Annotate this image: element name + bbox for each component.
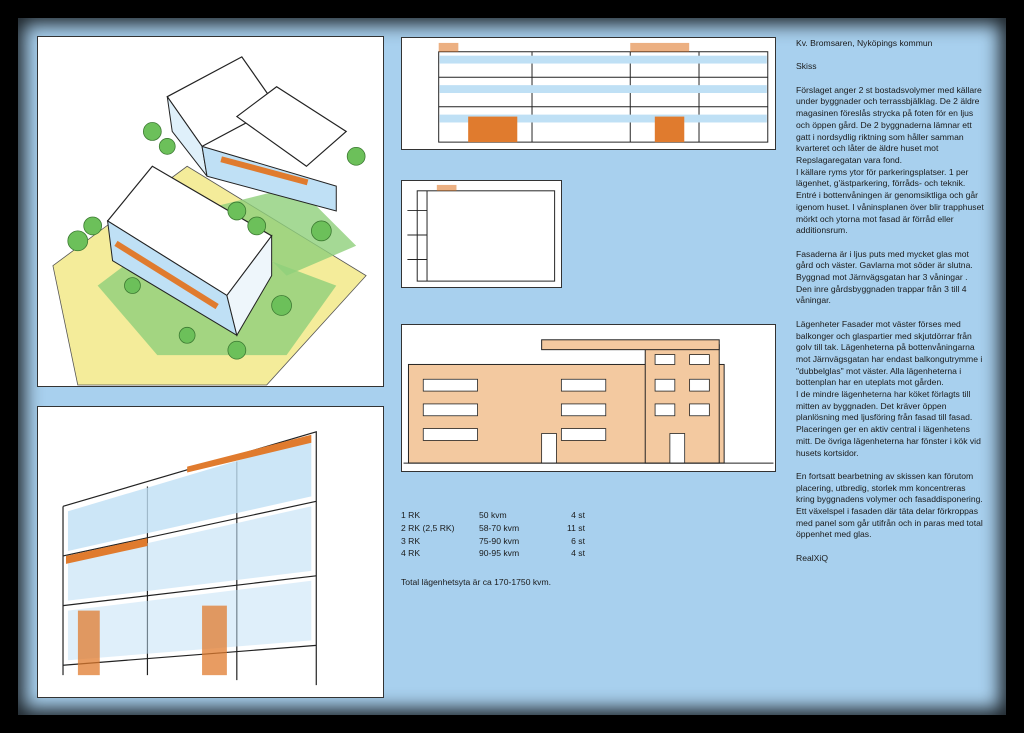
apt-count: 4 st — [571, 510, 585, 520]
apt-type: 2 RK (2,5 RK) — [401, 522, 455, 533]
total-area-text: Total lägenhetsyta är ca 170-1750 kvm. — [401, 577, 551, 587]
elevation-sketch-1 — [401, 37, 776, 150]
apt-size: 50 kvm — [479, 510, 507, 520]
paragraph-4: En fortsatt bearbetning av skissen kan förutom placering, utbredig, storlek mm koncentreras kring byggnadens volymer och fasaddisponering. Ett växelspel i fasaden där täta delar förkroppas med panel som går utifrån och in paras med total öppenhet med glas. — [796, 470, 983, 540]
elevation-sketch-2 — [401, 324, 776, 472]
apt-size: 75-90 kvm — [479, 535, 520, 546]
apt-size: 90-95 kvm — [479, 548, 520, 559]
table-row — [401, 547, 591, 560]
table-row — [401, 509, 591, 522]
aerial-sketch — [37, 36, 384, 387]
description-column — [796, 38, 984, 576]
apt-size: 58-70 kvm — [479, 522, 520, 533]
board-heading: Kv. Bromsaren, Nyköpings kommun — [796, 38, 933, 48]
apt-count: 4 st — [571, 548, 585, 559]
paragraph-3: Lägenheter Fasader mot väster förses med balkonger och glaspartier med skjutdörrar från golv till tak. Lägenheterna på bottenvåningarna mot Järnvägsgatan har endast balkongutrymme i "dubbelglas" mot väster. Alla lägenheterna i bottenplan har en uteplats mot gården. I de mindre lägenheterna har köket förlagts till mitten av byggnaden. Det kräver öppen planlösning med ljusföring från fasad till fasad. Placeringen ger en aktiv central i lägenhetens mitt. De övriga lägenheterna har fönster i kök vid husets kortsidor. — [796, 318, 983, 458]
apt-count: 6 st — [571, 535, 585, 546]
perspective-sketch — [37, 406, 384, 698]
apartment-table — [401, 509, 591, 560]
plan-sketch — [401, 180, 562, 288]
apt-type: 1 RK — [401, 510, 421, 520]
signature: RealXiQ — [796, 552, 828, 563]
apt-type: 4 RK — [401, 548, 421, 559]
paragraph-1: Förslaget anger 2 st bostadsvolymer med källare under byggnader och terrassbjälklag. De 2 äldre magasinen föreslås strycka på foten för en ljus och öppen gård. De 2 byggnaderna lämnar ett gatt i nordsydlig riktning som håller samman kvarteret och låter de äldre huset mot Repslagaregatan vara fond. I källare ryms ytor för parkeringsplatser. 1 per lägenhet, g'ästparkering, förråds- och teknik. Entré i bottenvåningen är genomsiktliga och går igenom huset. I våninsplanen över blir trapphuset mörkt och ytorna mot fasad är förråd eller additionsrum. — [796, 84, 984, 236]
table-row — [401, 535, 591, 548]
apt-count: 11 st — [567, 522, 585, 533]
paragraph-2: Fasaderna är i ljus puts med mycket glas mot gård och väster. Gavlarna mot söder är slutna. Byggnad mot Järnvägsgatan har 3 våningar . Den inre gårdsbyggnaden trappar från 3 till 4 våningar. — [796, 248, 973, 306]
board-subheading: Skiss — [796, 61, 817, 72]
table-row — [401, 522, 591, 535]
apt-type: 3 RK — [401, 535, 421, 546]
